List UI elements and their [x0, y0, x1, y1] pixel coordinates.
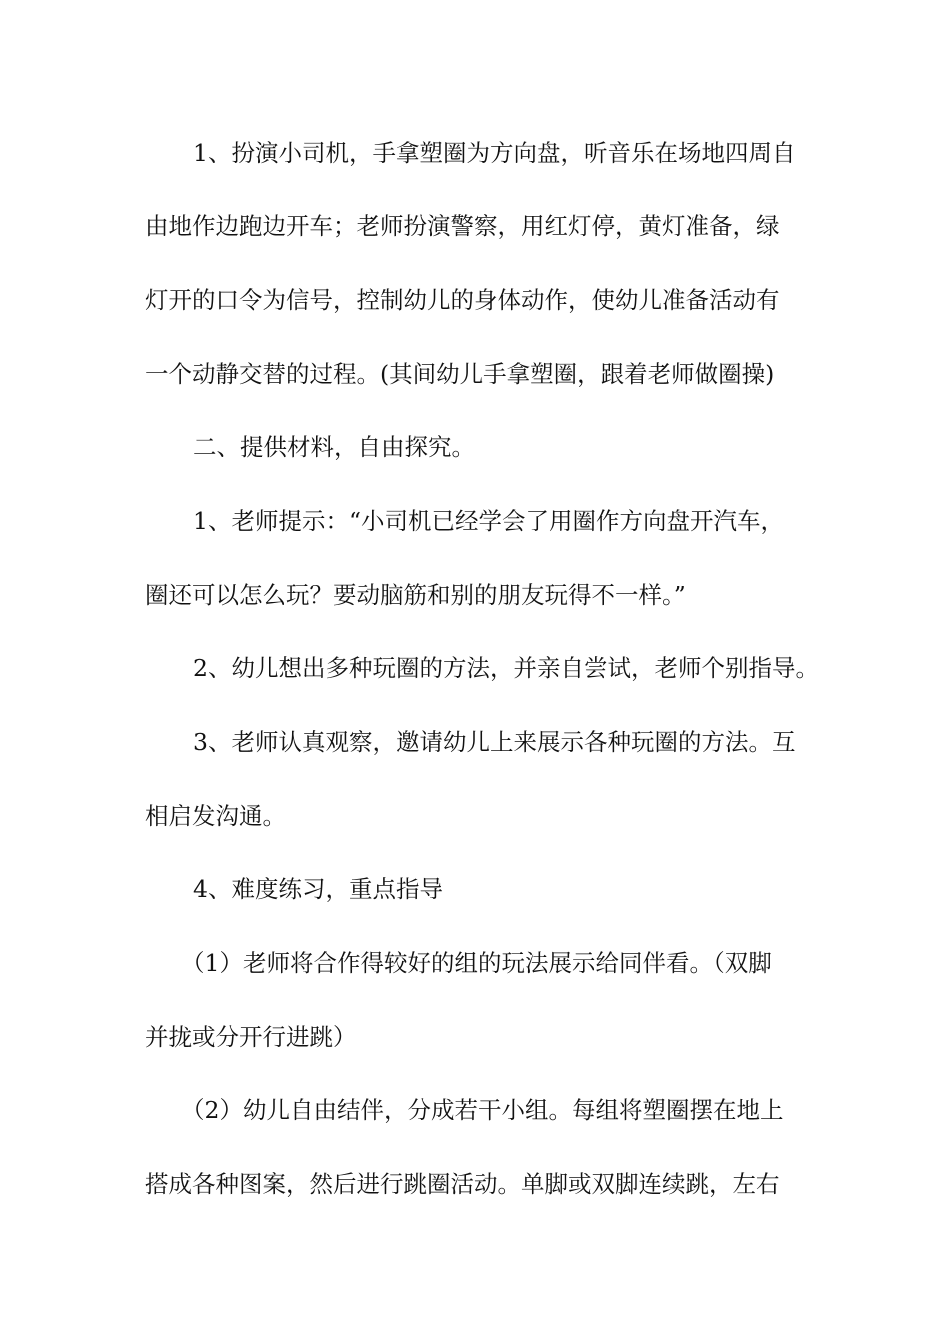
paragraph-line-1: 1、扮演小司机，手拿塑圈为方向盘，听音乐在场地四周自: [193, 139, 796, 167]
paragraph-line-8: 2、幼儿想出多种玩圈的方法，并亲自尝试，老师个别指导。: [193, 654, 819, 682]
paragraph-line-10: 相启发沟通。: [145, 802, 286, 830]
paragraph-line-11: 4、难度练习，重点指导: [193, 875, 443, 903]
paragraph-line-14: （2）幼儿自由结伴，分成若干小组。每组将塑圈摆在地上: [181, 1096, 784, 1124]
paragraph-line-12: （1）老师将合作得较好的组的玩法展示给同伴看。（双脚: [181, 949, 772, 977]
paragraph-line-15: 搭成各种图案，然后进行跳圈活动。单脚或双脚连续跳，左右: [145, 1170, 780, 1198]
paragraph-line-4: 一个动静交替的过程。(其间幼儿手拿塑圈，跟着老师做圈操): [145, 360, 775, 388]
paragraph-line-6: 1、老师提示：“小司机已经学会了用圈作方向盘开汽车，: [193, 507, 784, 535]
paragraph-line-7: 圈还可以怎么玩？要动脑筋和别的朋友玩得不一样。”: [145, 581, 686, 609]
paragraph-line-3: 灯开的口令为信号，控制幼儿的身体动作，使幼儿准备活动有: [145, 286, 780, 314]
paragraph-line-13: 并拢或分开行进跳）: [145, 1023, 357, 1051]
paragraph-line-2: 由地作边跑边开车；老师扮演警察，用红灯停，黄灯准备，绿: [145, 212, 780, 240]
paragraph-line-9: 3、老师认真观察，邀请幼儿上来展示各种玩圈的方法。互: [193, 728, 796, 756]
section-heading: 二、提供材料，自由探究。: [193, 433, 475, 461]
